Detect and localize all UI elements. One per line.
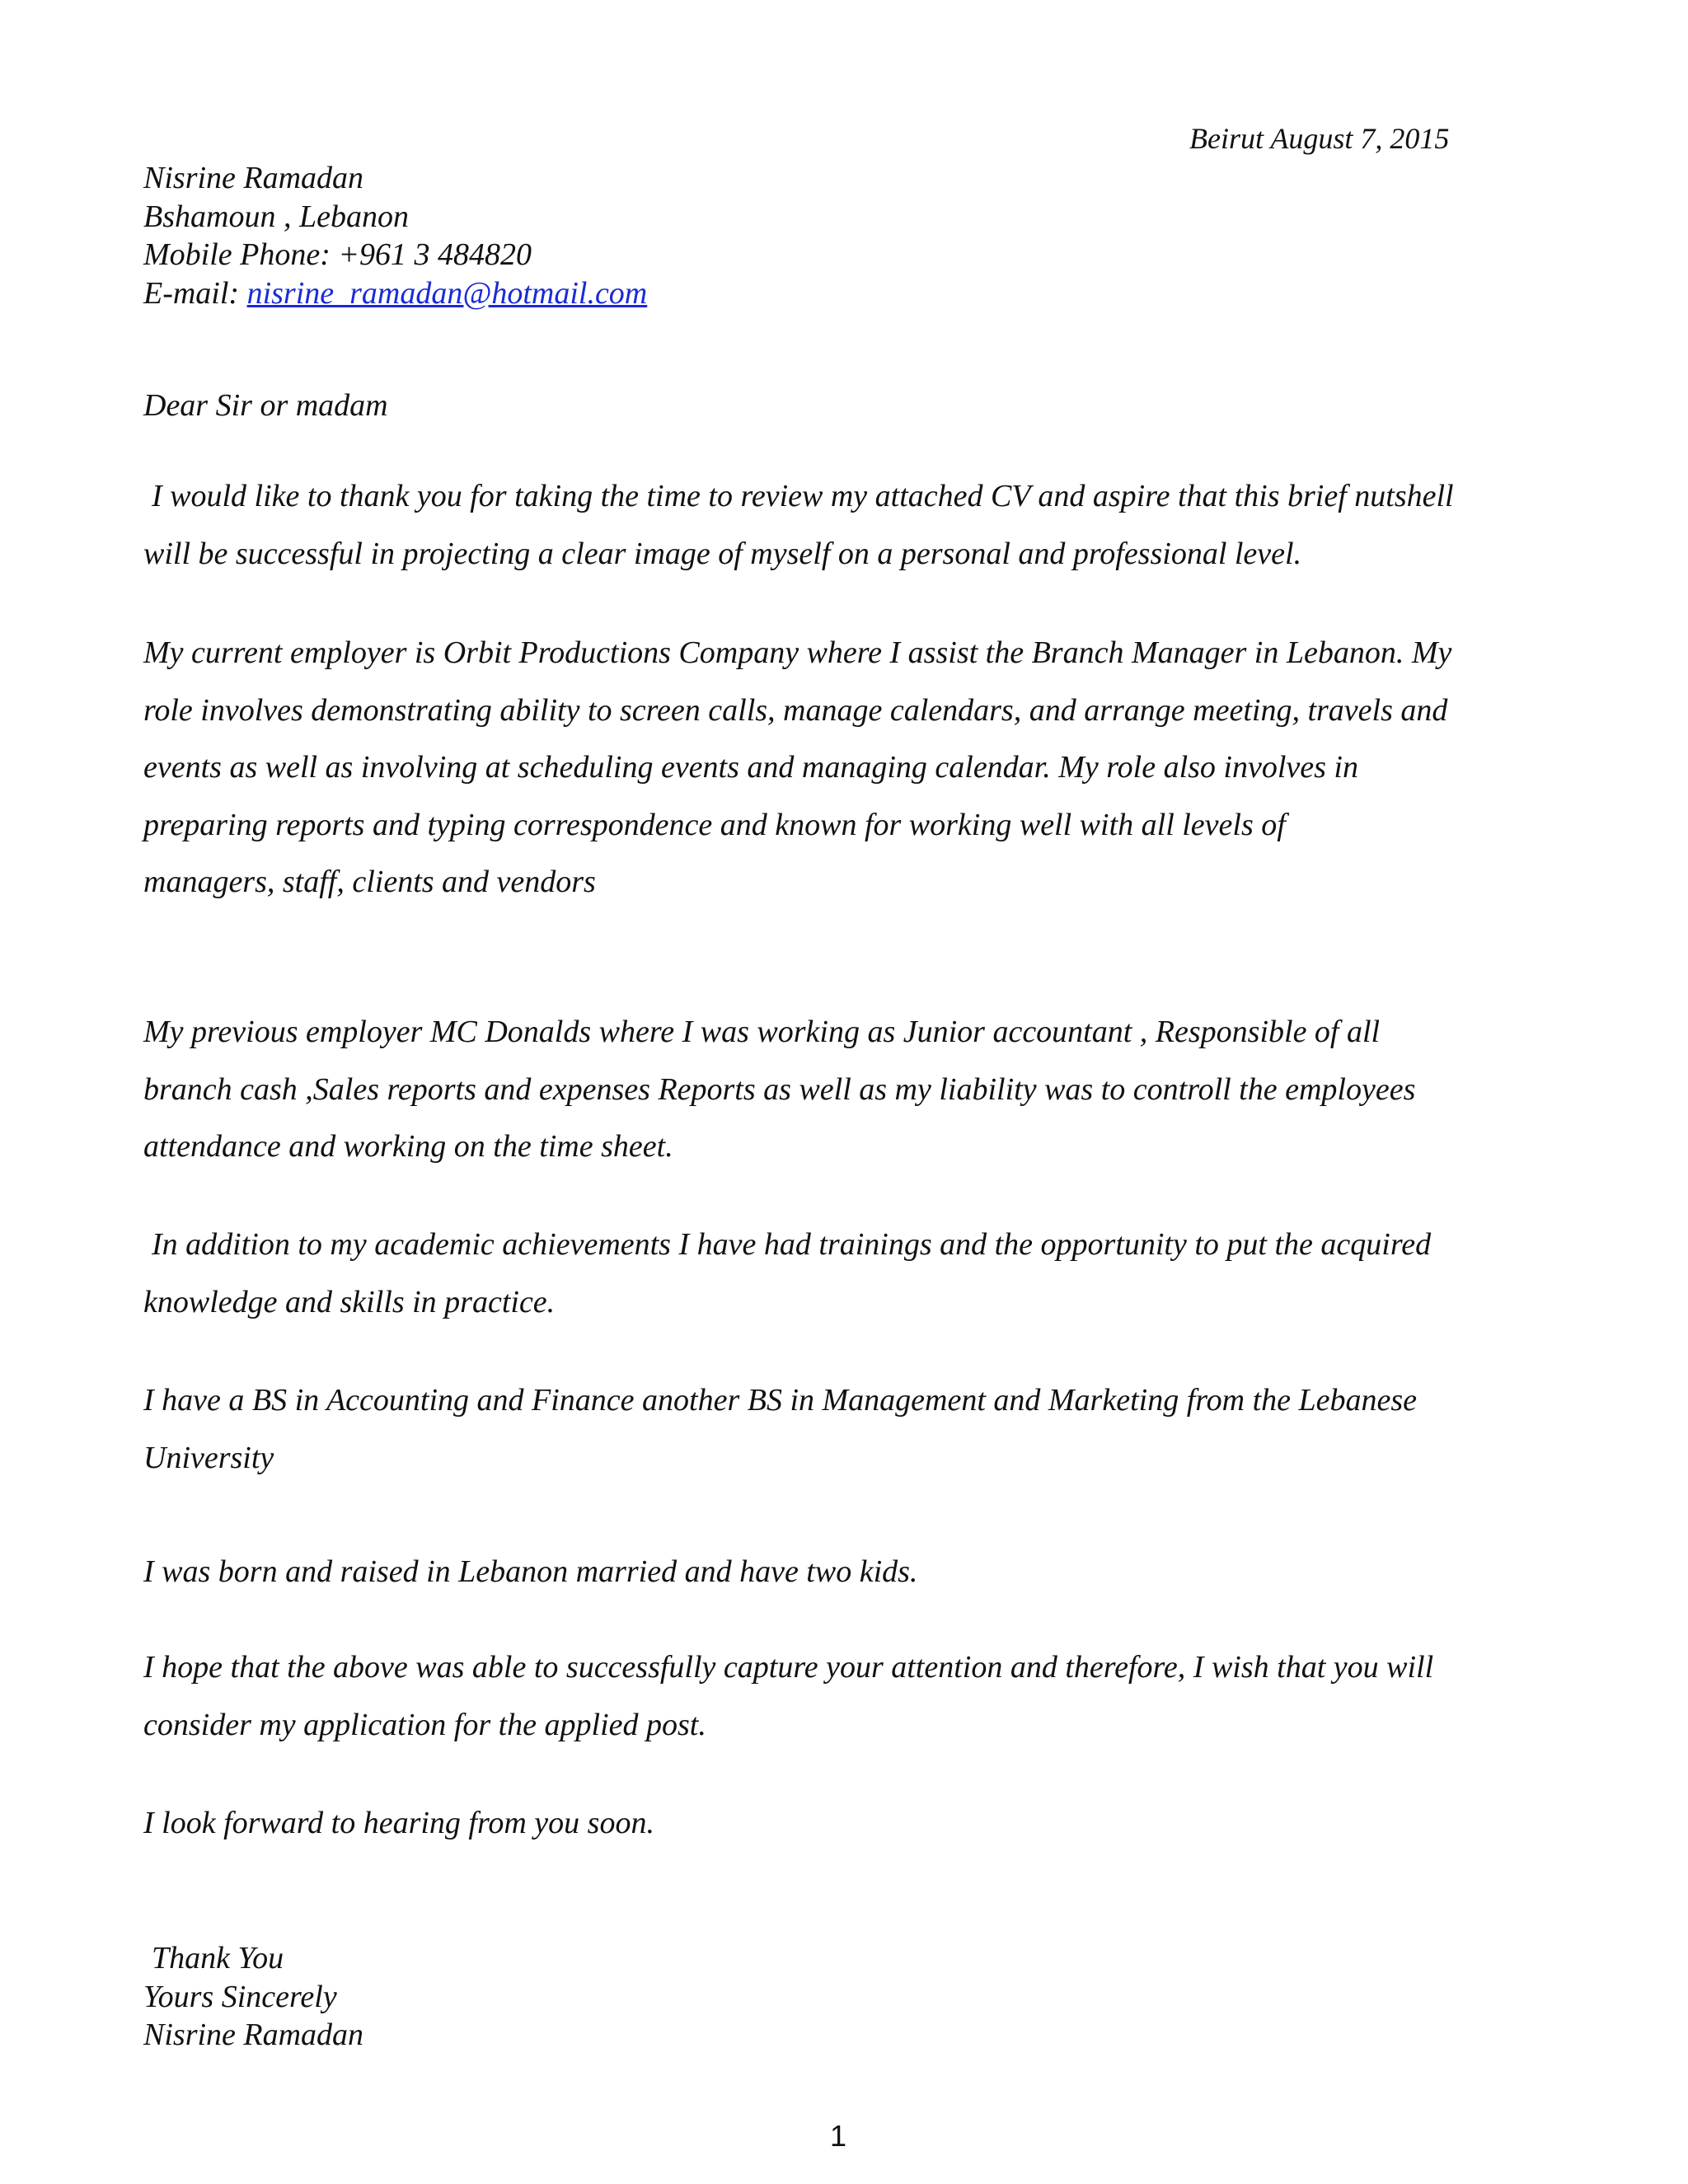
paragraph-line: will be successful in projecting a clear image of myself on a personal and professional level. [143,536,1302,571]
paragraph-line: preparing reports and typing correspondence and known for working well with all levels of [143,807,1286,842]
paragraph-line: University [143,1440,274,1475]
paragraph-thanks [143,468,1545,583]
paragraph-education [143,1372,1545,1487]
paragraph-line: events as well as involving at scheduling events and managing calendar. My role also involves in [143,750,1358,785]
closing-sign-off: Yours Sincerely [143,1979,337,2014]
paragraph-line: I would like to thank you for taking the time to review my attached CV and aspire that this brief nutshell [152,479,1454,513]
paragraph-line: consider my application for the applied post. [143,1707,706,1742]
paragraph-hope [143,1639,1545,1754]
paragraph-line: I have a BS in Accounting and Finance another BS in Management and Marketing from the Lebanese [143,1383,1418,1418]
paragraph-look-forward [143,1795,1545,1853]
paragraph-line: branch cash ,Sales reports and expenses Reports as well as my liability was to controll the employees [143,1071,1416,1107]
paragraph-previous-employer [143,1004,1545,1176]
sender-block [143,159,647,312]
sender-address: Bshamoun , Lebanon [143,199,409,234]
paragraph-line: My previous employer MC Donalds where I was working as Junior accountant , Responsible of all [143,1015,1381,1049]
paragraph-line: attendance and working on the time sheet. [143,1129,673,1164]
letter-date: Beirut August 7, 2015 [1189,122,1450,155]
page-number: 1 [829,2119,847,2153]
paragraph-line: managers, staff, clients and vendors [143,865,596,899]
paragraph-line: My current employer is Orbit Productions Company where I assist the Branch Manager in Lebanon. My [143,635,1452,670]
closing-block [143,1939,363,2055]
paragraph-academic [143,1216,1545,1331]
paragraph-line: knowledge and skills in practice. [143,1284,556,1319]
sender-phone: Mobile Phone: +961 3 484820 [143,237,532,272]
email-label: E-mail: [143,275,247,311]
salutation: Dear Sir or madam [143,388,388,423]
closing-thanks: Thank You [152,1941,284,1975]
paragraph-line: In addition to my academic achievements I have had trainings and the opportunity to put the acquired [152,1227,1432,1262]
paragraph-line: I hope that the above was able to successfully capture your attention and therefore, I wish that you will [143,1650,1434,1685]
email-link[interactable]: nisrine_ramadan@hotmail.com [246,275,648,311]
paragraph-current-employer [143,625,1545,912]
paragraph-line: I look forward to hearing from you soon. [143,1806,654,1840]
paragraph-line: I was born and raised in Lebanon married and have two kids. [143,1554,918,1589]
signature-name: Nisrine Ramadan [143,2018,364,2052]
paragraph-personal [143,1544,1545,1601]
paragraph-line: role involves demonstrating ability to screen calls, manage calendars, and arrange meeting, travels and [143,692,1448,728]
sender-name: Nisrine Ramadan [143,161,364,195]
sender-email-line [143,274,647,313]
